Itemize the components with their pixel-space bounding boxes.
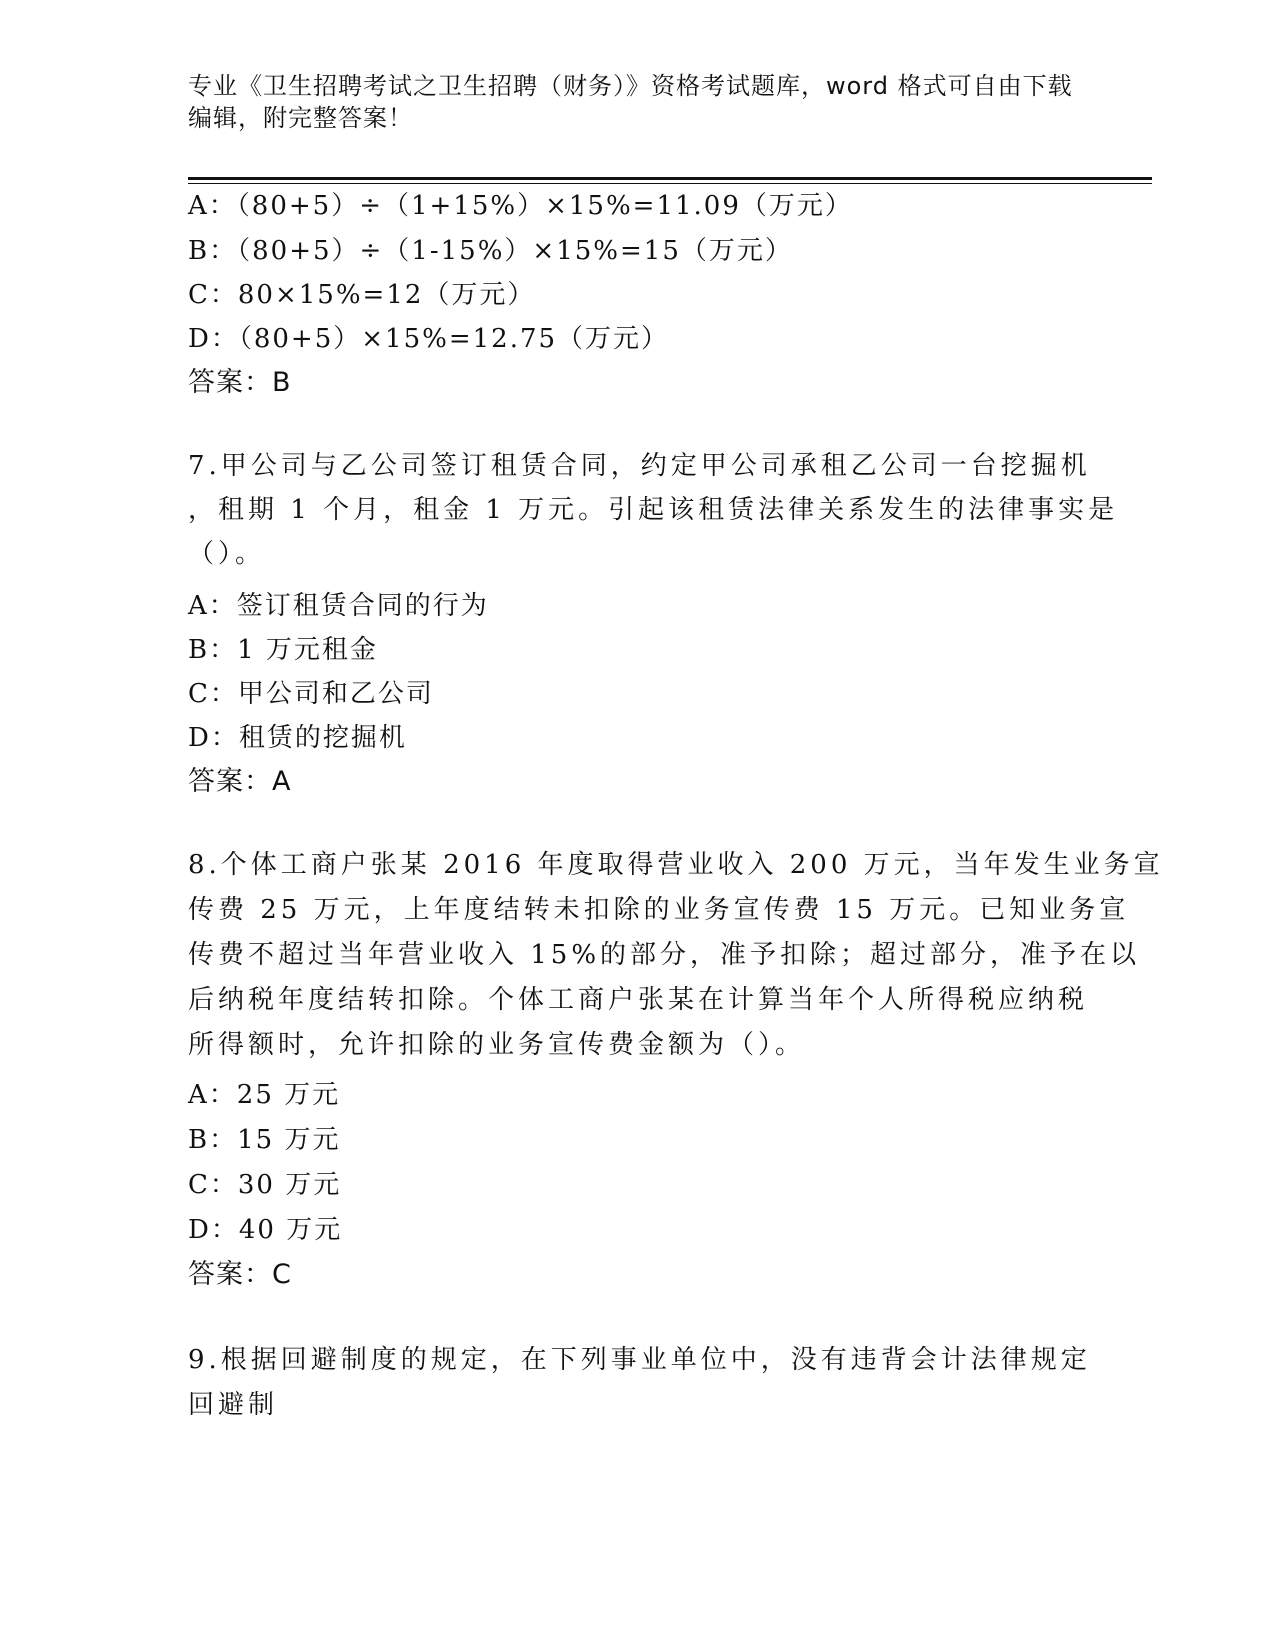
q7-stem-line-2: ，租期 1 个月，租金 1 万元。引起该租赁法律关系发生的法律事实是 xyxy=(188,495,1119,525)
q8-option-b: B：15 万元 xyxy=(188,1125,341,1155)
q8-stem-line-5: 所得额时，允许扣除的业务宣传费金额为（）。 xyxy=(188,1030,806,1060)
q7-option-a: A：签订租赁合同的行为 xyxy=(188,591,489,621)
q7-stem-line-3: （）。 xyxy=(188,539,266,569)
header-rule-thick xyxy=(188,177,1152,180)
header-rule-thin xyxy=(188,183,1152,184)
q8-answer: 答案：C xyxy=(188,1259,292,1290)
q9-stem-line-2: 回避制 xyxy=(188,1390,279,1420)
q8-stem-line-2: 传费 25 万元，上年度结转未扣除的业务宣传费 15 万元。已知业务宣 xyxy=(188,895,1130,925)
q8-stem-line-1: 8.个体工商户张某 2016 年度取得营业收入 200 万元，当年发生业务宣 xyxy=(188,850,1164,880)
q8-stem-line-3: 传费不超过当年营业收入 15%的部分，准予扣除；超过部分，准予在以 xyxy=(188,940,1141,970)
q6-option-c: C：80×15%=12（万元） xyxy=(188,280,536,310)
q9-stem-line-1: 9.根据回避制度的规定，在下列事业单位中，没有违背会计法律规定 xyxy=(188,1345,1091,1375)
q8-option-c: C：30 万元 xyxy=(188,1170,342,1200)
q8-option-d: D：40 万元 xyxy=(188,1215,343,1245)
header-line-2: 编辑，附完整答案！ xyxy=(188,104,413,132)
header-line-1: 专业《卫生招聘考试之卫生招聘（财务）》资格考试题库，word 格式可自由下载 xyxy=(188,72,1073,100)
q8-stem-line-4: 后纳税年度结转扣除。个体工商户张某在计算当年个人所得税应纳税 xyxy=(188,985,1089,1015)
q6-option-b: B：（80+5）÷（1-15%）×15%=15（万元） xyxy=(188,236,793,266)
q7-stem-line-1: 7.甲公司与乙公司签订租赁合同，约定甲公司承租乙公司一台挖掘机 xyxy=(188,451,1091,481)
q6-answer: 答案：B xyxy=(188,367,292,398)
document-header xyxy=(188,70,1088,134)
q7-option-d: D：租赁的挖掘机 xyxy=(188,723,407,753)
q8-option-a: A：25 万元 xyxy=(188,1080,341,1110)
q7-option-b: B：1 万元租金 xyxy=(188,635,378,665)
q7-answer: 答案：A xyxy=(188,766,292,797)
q6-option-d: D：（80+5）×15%=12.75（万元） xyxy=(188,324,670,354)
q6-option-a: A：（80+5）÷（1+15%）×15%=11.09（万元） xyxy=(188,191,853,221)
q7-option-c: C：甲公司和乙公司 xyxy=(188,679,434,709)
